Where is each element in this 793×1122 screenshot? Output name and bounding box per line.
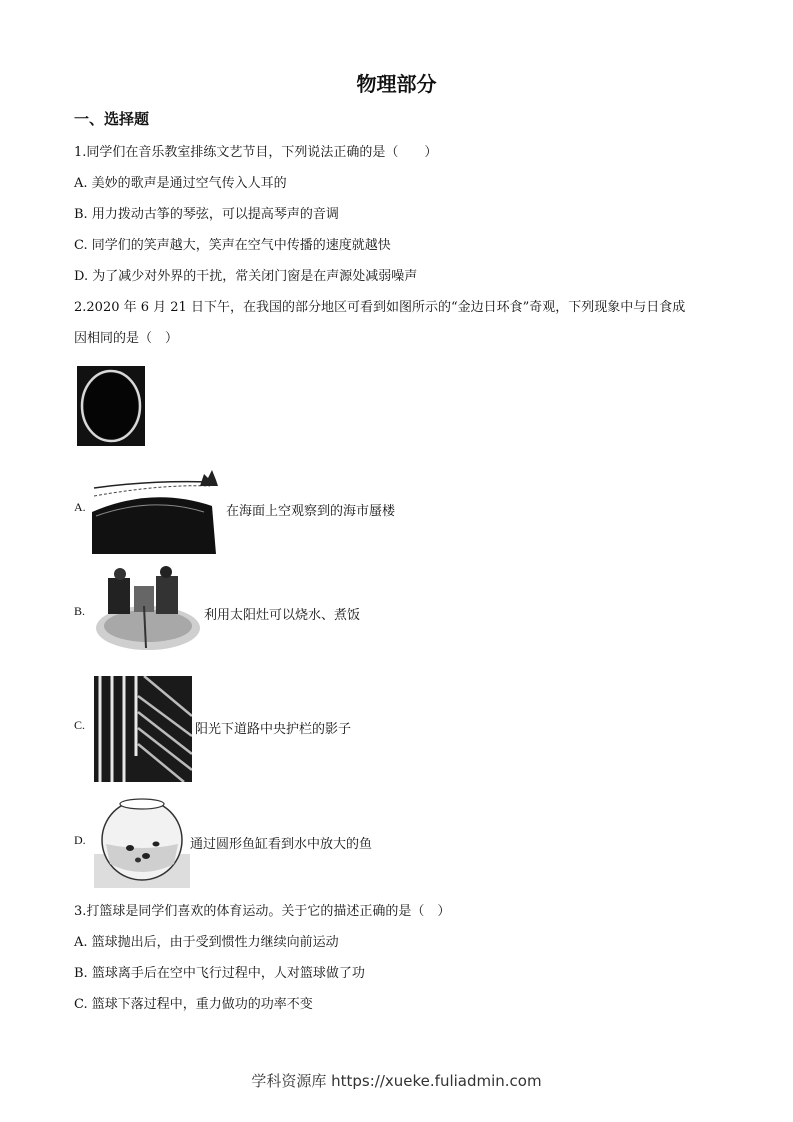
question-1-stem: 1.同学们在音乐教室排练文艺节目，下列说法正确的是（ ）	[74, 145, 438, 160]
question-2-option-b-letter: B.	[74, 604, 86, 618]
question-2-stem-line2: 因相同的是（ ）	[74, 331, 179, 346]
solar-cooker-image	[94, 566, 202, 654]
question-2-option-d-letter: D.	[74, 833, 86, 847]
question-3-option-a: A. 篮球抛出后，由于受到惯性力继续向前运动	[74, 935, 339, 950]
page-title: 物理部分	[356, 72, 437, 96]
question-2-stem-line1: 2.2020 年 6 月 21 日下午，在我国的部分地区可看到如图所示的“金边日环食”奇观，下列现象中与日食成	[74, 300, 686, 315]
question-1-option-b: B. 用力拨动古筝的琴弦，可以提高琴声的音调	[74, 207, 339, 222]
question-2-option-c-letter: C.	[74, 718, 86, 732]
fishbowl-image	[94, 794, 190, 888]
eclipse-image	[77, 366, 145, 446]
question-3-option-c: C. 篮球下落过程中，重力做功的功率不变	[74, 997, 313, 1012]
question-2-option-c-text: 阳光下道路中央护栏的影子	[195, 722, 352, 737]
question-2-option-a-text: 在海面上空观察到的海市蜃楼	[226, 504, 396, 519]
footer-watermark: 学科资源库 https://xueke.fuliadmin.com	[251, 1072, 542, 1090]
question-2-option-d-text: 通过圆形鱼缸看到水中放大的鱼	[190, 837, 373, 852]
question-1-option-d: D. 为了减少对外界的干扰，常关闭门窗是在声源处减弱噪声	[74, 269, 418, 284]
question-3-option-b: B. 篮球离手后在空中飞行过程中，人对篮球做了功	[74, 966, 365, 981]
section-heading: 一、选择题	[74, 110, 150, 128]
question-2-option-b-text: 利用太阳灶可以烧水、煮饭	[204, 608, 361, 623]
question-1-option-a: A. 美妙的歌声是通过空气传入人耳的	[74, 176, 287, 191]
question-1-option-c: C. 同学们的笑声越大，笑声在空气中传播的速度就越快	[74, 238, 391, 253]
mirage-image	[92, 466, 222, 554]
railing-shadow-image	[94, 676, 192, 782]
question-2-option-a-letter: A.	[74, 500, 86, 514]
question-3-stem: 3.打篮球是同学们喜欢的体育运动。关于它的描述正确的是（ ）	[74, 904, 451, 919]
